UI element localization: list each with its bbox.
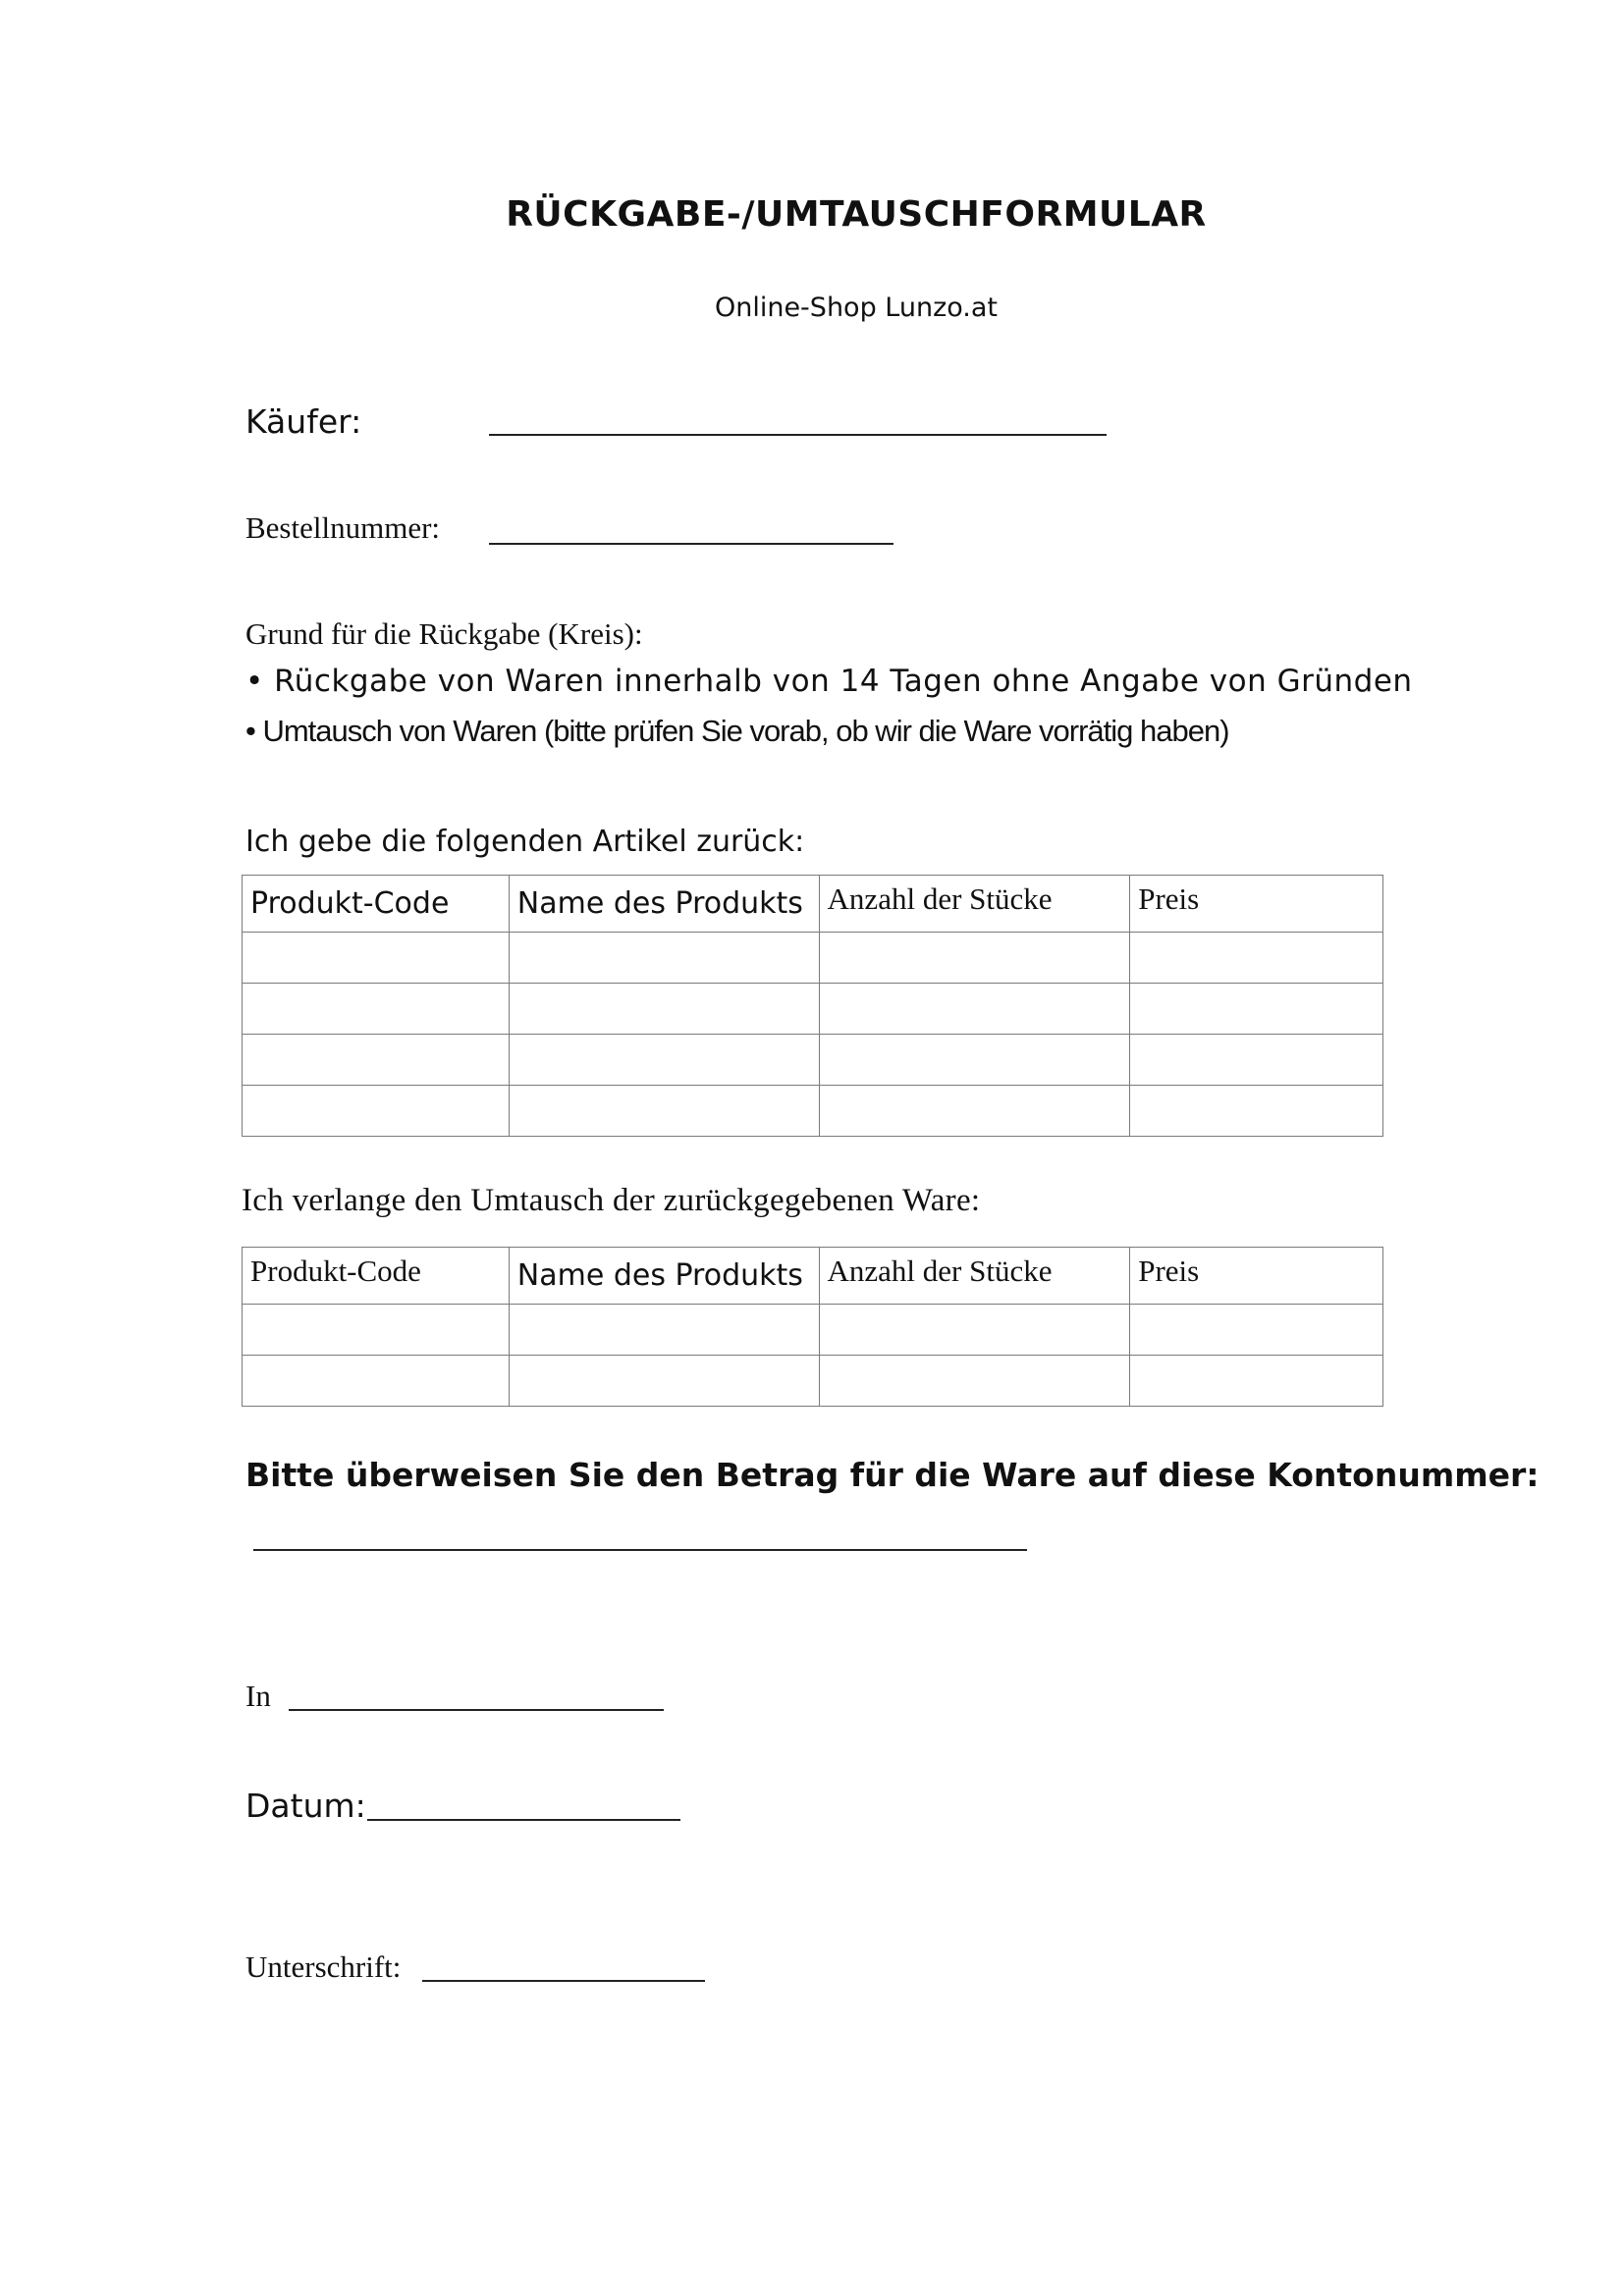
- table-cell[interactable]: [509, 1086, 819, 1137]
- table-cell[interactable]: [1130, 1086, 1383, 1137]
- table-cell[interactable]: [509, 1356, 819, 1407]
- table-cell[interactable]: [1130, 1035, 1383, 1086]
- order-number-field-line[interactable]: [489, 543, 893, 545]
- bank-account-field-line[interactable]: [253, 1549, 1027, 1551]
- column-header-product-code: Produkt-Code: [243, 876, 510, 933]
- table-row: [243, 1035, 1383, 1086]
- table-cell[interactable]: [243, 984, 510, 1035]
- table-cell[interactable]: [509, 1035, 819, 1086]
- table-cell[interactable]: [1130, 933, 1383, 984]
- table-cell[interactable]: [243, 1356, 510, 1407]
- table-cell[interactable]: [243, 933, 510, 984]
- table-row: [243, 933, 1383, 984]
- return-items-table: [242, 875, 1383, 1137]
- column-header-quantity: Anzahl der Stücke: [819, 876, 1130, 933]
- column-header-product-name: Name des Produkts: [509, 1248, 819, 1305]
- table-header-row: [243, 876, 1383, 933]
- table-row: [243, 1356, 1383, 1407]
- column-header-price: Preis: [1130, 876, 1383, 933]
- buyer-label: Käufer:: [245, 402, 362, 441]
- place-label: In: [245, 1679, 271, 1713]
- table-row: [243, 1086, 1383, 1137]
- exchange-items-table: [242, 1247, 1383, 1407]
- column-header-product-name: Name des Produkts: [509, 876, 819, 933]
- table-cell[interactable]: [1130, 1356, 1383, 1407]
- exchange-table-heading: Ich verlange den Umtausch der zurückgegebenen Ware:: [242, 1183, 981, 1218]
- reason-option-exchange[interactable]: • Umtausch von Waren (bitte prüfen Sie vorab, ob wir die Ware vorrätig haben): [245, 714, 1229, 748]
- table-cell[interactable]: [819, 933, 1130, 984]
- table-cell[interactable]: [509, 1305, 819, 1356]
- column-header-price: Preis: [1130, 1248, 1383, 1305]
- date-label: Datum:: [245, 1787, 366, 1825]
- table-cell[interactable]: [243, 1305, 510, 1356]
- place-field-line[interactable]: [289, 1709, 664, 1711]
- shop-name: Online-Shop Lunzo.at: [714, 293, 999, 323]
- table-cell[interactable]: [243, 1035, 510, 1086]
- buyer-field-line[interactable]: [489, 434, 1107, 436]
- order-number-label: Bestellnummer:: [245, 510, 441, 545]
- table-cell[interactable]: [819, 984, 1130, 1035]
- reason-option-return[interactable]: • Rückgabe von Waren innerhalb von 14 Tagen ohne Angabe von Gründen: [245, 664, 1413, 699]
- table-cell[interactable]: [819, 1035, 1130, 1086]
- table-row: [243, 1305, 1383, 1356]
- table-cell[interactable]: [1130, 984, 1383, 1035]
- form-title: RÜCKGABE-/UMTAUSCHFORMULAR: [506, 194, 1207, 235]
- signature-label: Unterschrift:: [245, 1949, 402, 1984]
- table-cell[interactable]: [819, 1305, 1130, 1356]
- reason-heading: Grund für die Rückgabe (Kreis):: [245, 616, 643, 651]
- column-header-quantity: Anzahl der Stücke: [819, 1248, 1130, 1305]
- table-cell[interactable]: [1130, 1305, 1383, 1356]
- table-header-row: [243, 1248, 1383, 1305]
- signature-field-line[interactable]: [422, 1980, 705, 1982]
- bank-account-heading: Bitte überweisen Sie den Betrag für die Ware auf diese Kontonummer:: [245, 1456, 1540, 1494]
- table-cell[interactable]: [509, 933, 819, 984]
- table-cell[interactable]: [819, 1356, 1130, 1407]
- column-header-product-code: Produkt-Code: [243, 1248, 510, 1305]
- date-field-line[interactable]: [367, 1819, 680, 1821]
- table-cell[interactable]: [819, 1086, 1130, 1137]
- table-cell[interactable]: [243, 1086, 510, 1137]
- table-row: [243, 984, 1383, 1035]
- table-cell[interactable]: [509, 984, 819, 1035]
- return-table-heading: Ich gebe die folgenden Artikel zurück:: [245, 825, 805, 859]
